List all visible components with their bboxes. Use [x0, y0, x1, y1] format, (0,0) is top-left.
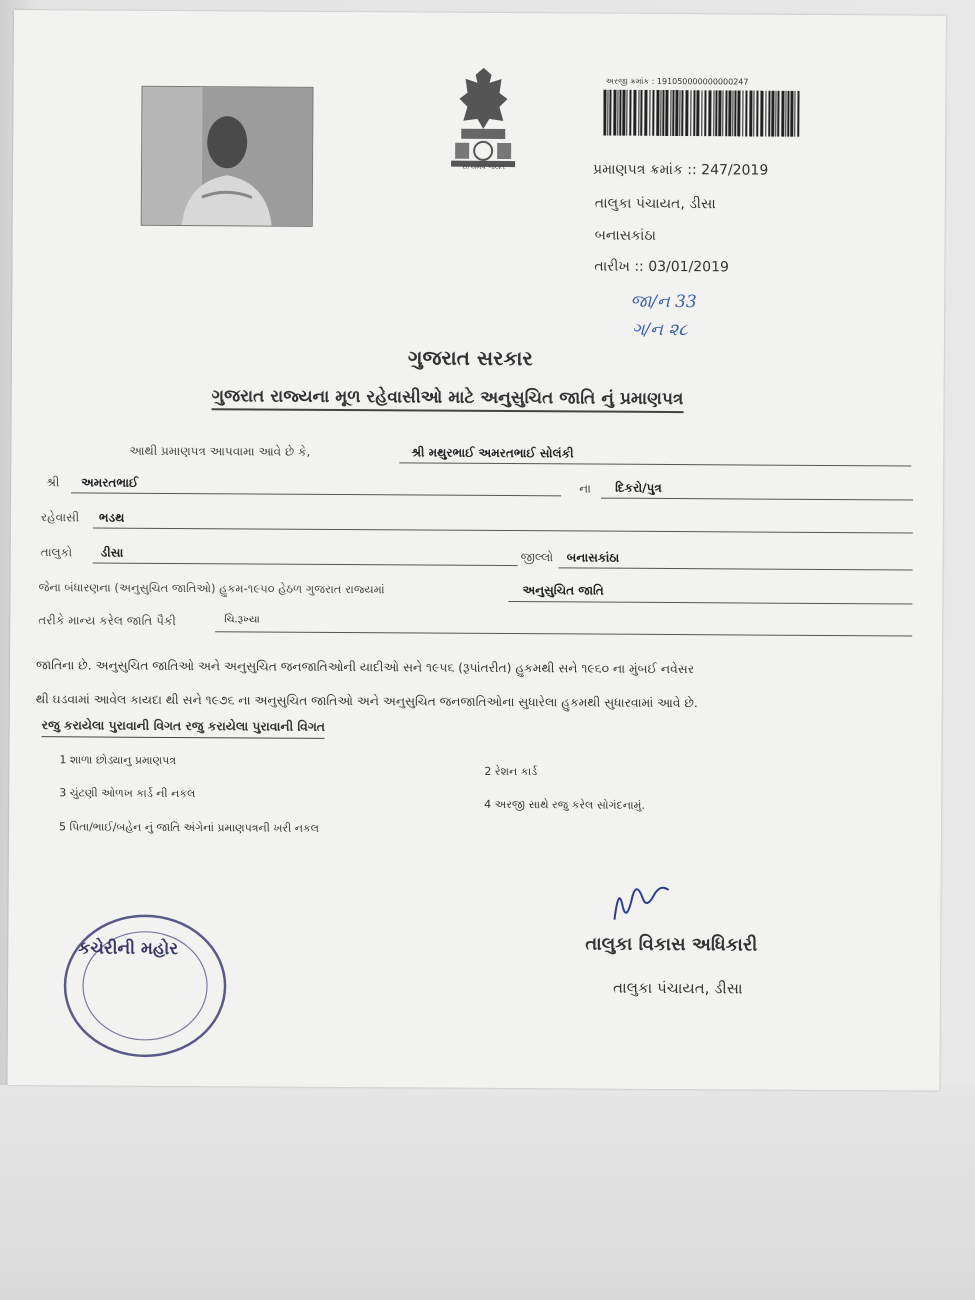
handwritten-note-1: જા/ન 33: [630, 291, 697, 313]
barcode-bar: [662, 90, 664, 136]
relation: દિકરો/પુત્ર: [615, 480, 662, 495]
barcode-bar: [785, 91, 786, 137]
barcode-bar: [765, 91, 766, 137]
field-line: [559, 567, 913, 570]
order-label: જેના બંધારણના (અનુસુચિત જાતિઓ) હુકમ-૧૯૫૦ હેઠળ ગુજરાત રાજ્યમાં: [38, 580, 385, 597]
barcode-bar: [696, 90, 699, 136]
shri-label: શ્રી: [46, 475, 60, 490]
issuing-office: તાલુકા પંચાયત, ડીસા: [594, 195, 716, 213]
field-line: [601, 498, 913, 501]
barcode-bar: [794, 91, 795, 137]
field-line: [93, 562, 518, 566]
barcode-bar: [749, 90, 752, 136]
barcode-bar: [603, 90, 606, 136]
barcode-bar: [681, 90, 683, 136]
signature-icon: [606, 876, 676, 926]
seal-label: કચેરીની મહોર: [78, 938, 179, 960]
barcode-bar: [607, 90, 608, 136]
barcode-bar: [670, 90, 671, 136]
barcode-bar: [753, 91, 754, 137]
barcode-bar: [701, 90, 702, 136]
barcode-bar: [734, 90, 736, 136]
barcode-bar: [626, 90, 627, 136]
category: અનુસુચિત જાતિ: [522, 583, 604, 598]
barcode-bar: [633, 90, 636, 136]
barcode-bar: [665, 90, 668, 136]
barcode-bar: [718, 90, 721, 136]
district-header: બનાસકાંઠા: [594, 227, 657, 244]
barcode-bar: [737, 90, 740, 136]
document-item: 1 શાળા છોડ્યાનુ પ્રમાણપત્ર: [59, 753, 177, 768]
barcode-bar: [622, 90, 625, 136]
underlying-paper: [0, 1085, 975, 1300]
barcode-bar: [728, 90, 731, 136]
government-title: ગુજરાત સરકાર: [407, 345, 533, 371]
field-line: [399, 462, 911, 466]
barcode-bar: [715, 90, 717, 136]
barcode-bar: [790, 91, 793, 137]
emblem-motto: સત્યમેવ જયતે: [462, 162, 505, 172]
barcode-bar: [613, 90, 616, 136]
certificate-page: [7, 10, 946, 1091]
barcode-bar: [781, 91, 784, 137]
barcode-bar: [629, 90, 631, 136]
barcode-bar: [652, 90, 654, 136]
applicant-photo: [141, 86, 314, 227]
certificate-title: ગુજરાત રાજ્યના મૂળ રહેવાસીઓ માટે અનુસુચિત જાતિ નું પ્રમાણપત્ર: [212, 386, 684, 413]
barcode-bar: [708, 90, 711, 136]
barcode-bar: [640, 90, 642, 136]
field-line: [508, 601, 912, 604]
officer-office: તાલુકા પંચાયત, ડીસા: [612, 978, 743, 998]
barcode-bar: [679, 90, 680, 136]
barcode-bar: [777, 91, 779, 137]
barcode-bar: [797, 91, 799, 137]
barcode-bar: [609, 90, 611, 136]
district-label: જીલ્લો: [520, 550, 554, 565]
document-item: 2 રેશન કાર્ડ: [484, 764, 538, 779]
barcode-bar: [693, 90, 695, 136]
intro-label: આથી પ્રમાણપત્ર આપવામા આવે છે કે,: [129, 443, 311, 459]
barcode-bar: [768, 91, 770, 137]
village: ભડથ: [98, 510, 125, 525]
barcode-bar: [644, 90, 647, 136]
field-line: [71, 492, 561, 496]
barcode-bar: [656, 90, 659, 136]
barcode-bar: [649, 90, 650, 136]
barcode-icon: [603, 90, 803, 137]
barcode-bar: [787, 91, 789, 137]
taluka-label: તાલુકો: [40, 545, 73, 560]
barcode-bar: [722, 90, 723, 136]
document-item: 4 અરજી સાથે રજુ કરેલ સોગંદનામું.: [484, 797, 645, 812]
field-line: [93, 527, 913, 533]
barcode-bar: [672, 90, 674, 136]
barcode-bar: [725, 90, 727, 136]
barcode-bar: [638, 90, 639, 136]
resident-label: રહેવાસી: [40, 510, 80, 525]
barcode-bar: [713, 90, 714, 136]
barcode-bar: [704, 90, 706, 136]
barcode-bar: [617, 90, 618, 136]
barcode-bar: [685, 90, 688, 136]
na-label: ના: [579, 481, 592, 496]
document-item: 5 પિતા/ભાઈ/બહેન નું જાતિ અંગેનાં પ્રમાણપત્રની ખરી નકલ: [58, 820, 320, 835]
taluka: ડીસા: [100, 545, 124, 560]
officer-title: તાલુકા વિકાસ અધિકારી: [585, 933, 758, 956]
barcode-bar: [660, 90, 661, 136]
barcode-number: અરજી ક્રમાંક : 191050000000000247: [605, 76, 749, 87]
barcode-bar: [675, 90, 678, 136]
barcode-bar: [771, 91, 774, 137]
father-name: અમરતભાઈ: [81, 475, 139, 490]
field-line: [215, 631, 912, 636]
issue-date: તારીખ :: 03/01/2019: [594, 258, 729, 276]
district: બનાસકાંઠા: [566, 550, 620, 565]
paragraph-line-2: થી ઘડવામાં આવેલ કાયદા થી સને ૧૯૭૬ ના અનુસુચિત જાતિઓ અને અનુસુચિત જનજાતિઓના સુધારેલા હુકમથી સુધારવામાં આવે છે.: [35, 692, 698, 711]
handwritten-note-2: ગ/ન ૨૮: [631, 319, 688, 341]
barcode-bar: [690, 90, 691, 136]
caste: ચિ.રૂખ્યા: [224, 614, 260, 626]
applicant-name: શ્રી મથુરભાઈ અમરતભાઈ સોલંકી: [411, 445, 574, 461]
barcode-bar: [732, 90, 733, 136]
evidence-heading: રજુ કરાયેલા પુરાવાની વિગત રજુ કરાયેલા પુરાવાની વિગત: [42, 718, 325, 739]
person-photo-icon: [142, 87, 313, 226]
paragraph-line-1: જાતિના છે. અનુસુચિત જાતિઓ અને અનુસુચિત જનજાતિઓની યાદીઓ સને ૧૯૫૬ (રૂપાંતરીત) હુકમથી સને ૧૯૬૦ ના મુંબઈ નવેસર: [35, 658, 695, 677]
barcode-bar: [745, 90, 747, 136]
document-item: 3 ચુંટણી ઓળખ કાર્ડ ની નકલ: [59, 786, 196, 801]
barcode-bar: [756, 91, 758, 137]
caste-label: તરીકે માન્ય કરેલ જાતિ પૈકી: [38, 613, 176, 628]
barcode-bar: [760, 91, 763, 137]
ashoka-emblem-icon: [443, 63, 524, 178]
office-seal-icon: [60, 910, 231, 1061]
barcode-bar: [775, 91, 776, 137]
certificate-number: પ્રમાણપત્ર ક્રમાંક :: 247/2019: [592, 161, 769, 179]
barcode-bar: [742, 90, 743, 136]
barcode-bar: [619, 90, 621, 136]
